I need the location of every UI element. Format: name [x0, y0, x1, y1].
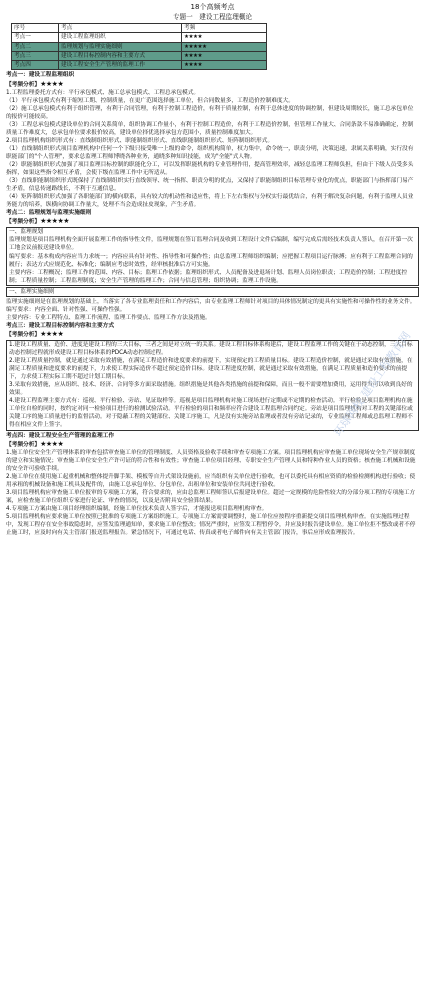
- table-cell-no: 考点二: [12, 42, 59, 51]
- paragraph: 1.施工单位安全生产管理体系的审查包括审查施工单位的管理制度、人员资格及验收手续和审查专项施工方案。项目监理机构应审查施工单位现场安全生产规章制度的建立和实施情况；审查施工单位安全生产许可证的符合性和有效性；审查施工单位项目经理、专职安全生产管理人员和特种作业人员的资格；核查施工机械和设施的安全许可验收手续。: [6, 449, 416, 472]
- document-title: 18个高频考点: [190, 3, 235, 11]
- section-heading: 考点二：监理规划与监理实施细则: [6, 210, 92, 217]
- paragraph: 编写要求：内容全面、针对性强、可操作性强。: [6, 306, 126, 313]
- paragraph: 一、监理规划: [9, 229, 44, 236]
- table-cell-no: 考点三: [12, 51, 59, 60]
- frequency-label: 【考频分析】: [6, 219, 41, 226]
- table-cell-stars: ★★★★: [182, 51, 267, 60]
- paragraph: （3）直线职能制组织形式既保持了直线制组织实行直线领导、统一指挥、职责分明的优点，又保持了职能制组织目标管理专业化的优点，职能部门与指挥部门易产生矛盾，信息传递路线长，不利于互通信息。: [6, 178, 414, 193]
- table-header-cell: 考频: [182, 24, 267, 33]
- boxed-block: [6, 227, 419, 285]
- table-cell-stars: ★★★★: [182, 33, 267, 42]
- frequency-stars: ★★★★★: [40, 217, 70, 226]
- paragraph: 2.建设工程质量控制，就是通过采取有效措施，在满足工程造价和进度要求的前提下，实现预定的工程质量目标。建设工程造价控制，就是通过采取有效措施，在满足工程质量和进度要求的前提下，力求使工程实际造价不超过预定造价目标。建设工程进度控制，就是通过采取有效措施，在满足工程质量和造价要求的前提下，力求使工程实际工期不超过计划工期目标。: [9, 358, 413, 381]
- paragraph: 监理规划是项目监理机构全面开展监理工作的指导性文件，监理规划在签订监理合同及收到工程设计文件后编制，编写完成后需经技术负责人签认，在召开第一次工地会议前报送建设单位。: [9, 237, 413, 252]
- watermark-logo: 环球网校 建设工程教育网: [330, 329, 413, 439]
- paragraph: 4.专项施工方案由施工项目经理组织编制，经施工单位技术负责人签字后，才能报送项目监理机构审查。: [6, 505, 268, 512]
- frequency-label: 【考频分析】: [6, 81, 41, 88]
- document-page: [6, 2, 419, 537]
- paragraph: （3）工程总承包模式建设单位的合同关系简单，组织协调工作量小，有利于控制工程造价，有利于工程造价控制，但管理工作量大、合同条款不易准确确定，控制质量工作难度大，总承包单位要求报价较高，建设单位择优选择承包方范围小，质量控制难度加大。: [6, 121, 414, 136]
- paragraph: （1）直线制组织形式项目监理机构中任何一个下级只接受唯一上级的命令，组织机构简单，权力集中，命令统一，职责分明，决策迅速，隶属关系明确，实行没有职能部门的"个人管理"，要求总监理工程师博晓各种业务，通晓多种知识技能，成为"全能"式人物。: [6, 145, 414, 160]
- paragraph: 监理实施细则是在监理规划的基础上，当落实了各专业监理责任和工作内容后，由专业监理工程师针对项目的具体情况制定的更具有实施性和可操作性的业务文件。: [6, 298, 416, 305]
- table-header-row: [12, 24, 267, 33]
- frequency-label: 【考频分析】: [6, 331, 41, 338]
- frequency-line: [6, 80, 419, 89]
- paragraph: （2）施工总承包模式有利于组织管理，有利于合同管理，有利于控制工程造价，有利于质量控制，有利于总体进度的协调控制，但建设周期较长，施工总承包单位的报价可能较高。: [6, 105, 414, 120]
- table-row: [12, 42, 267, 51]
- frequency-line: [6, 440, 419, 449]
- table-cell-name: 建设工程目标控制内容和主要方式: [59, 51, 182, 60]
- table-cell-name: 监理规划与监理实施细则: [59, 42, 182, 51]
- table-header-cell: 序号: [12, 24, 59, 33]
- table-cell-no: 考点四: [12, 61, 59, 70]
- paragraph: 3.采取有效措施，应从组织、技术、经济、合同等多方面采取措施。组织措施是其他各类措施的前提和保障，而且一般不需要增加费用，运用得当可以收到良好的效果。: [9, 382, 413, 397]
- table-cell-name: 建设工程监理组织: [59, 33, 182, 42]
- paragraph: 编写要求：基本构成内容应当力求统一；内容应具有针对性、指导性和可操作性；由总监理工程师组织编制；应把握工程项目运行脉搏；应有利于工程监理合同的履行；表达方式应规范化、标准化；编制应考虑时效性，经审核批准后方可实施。: [9, 253, 413, 268]
- key-points-table: [11, 23, 267, 70]
- chapter-subtitle: 专题一 建设工程监理概论: [172, 13, 253, 21]
- paragraph: 5.项目监理机构应要求施工单位按照已批准的专项施工方案组织施工。专项施工方案需要调整时，施工单位应按程序重新提交项目监理机构审查。在实施监理过程中，发现工程存在安全事故隐患时，应签发监理通知单，要求施工单位整改；情况严重时，应签发工程暂停令，并应及时报告建设单位。施工单位拒不整改或者不停止施工时，应及时向有关主管部门报送监理报告。紧急情况下，可通过电话、传真或者电子邮件向有关主管部门报告，事后应形成监理报告。: [6, 513, 416, 537]
- paragraph: 3.项目监理机构应审查施工单位报审的专项施工方案，符合要求的，应由总监理工程师签认后报建设单位。超过一定规模的危险性较大的分部分项工程的专项施工方案，应检查施工单位组织专家进行论证、审查的情况，以及是否附具安全验算结果。: [6, 489, 416, 504]
- boxed-block: [6, 287, 419, 297]
- table-row: [12, 61, 267, 70]
- table-header-cell: 考点: [59, 24, 182, 33]
- paragraph: 主要内容：专业工程特点、监理工作流程、监理工作要点、监理工作方法及措施。: [6, 314, 211, 321]
- table-cell-no: 考点一: [12, 33, 59, 42]
- section-heading: 考点四：建设工程安全生产管理的监理工作: [6, 432, 115, 439]
- table-cell-name: 建设工程安全生产管理的监理工作: [59, 61, 182, 70]
- table-row: [12, 51, 267, 60]
- paragraph: 1.建设工程质量、造价、进度是建设工程的三大目标，三者之间是对立统一的关系。建设工程目标体系构建后，建设工程监理工作的关键在于动态控制，三大目标动态控制过程就形成建设工程目标体系的PDCA动态控制过程。: [9, 341, 413, 357]
- paragraph: （2）职能制组织形式加强了项目监理目标控制的职能化分工，可以发挥职能机构的专业管理作用，提高管理效率，减轻总监理工程师负担，但由于下级人员受多头指挥，如果这些指令相互矛盾，会使下级在监理工作中无所适从。: [6, 162, 414, 177]
- paragraph: 2.项目监理机构组织形式有：直线制组织形式、职能制组织形式、直线职能制组织形式、矩阵制组织形式。: [6, 137, 274, 144]
- paragraph: 4.建设工程监理主要方式有：巡视、平行检验、旁站、见证取样等。巡视是项目监理机构对施工现场进行定期或不定期的检查活动。平行检验是项目监理机构在施工单位自检的同时，按约定对同一检验项目进行的检测试验活动。平行检验的项目和频率应符合建设工程监理合同约定。旁站是项目监理机构对工程的关键部位或关键工序的施工质量进行的监督活动。对于隐蔽工程的关键部位、关键工序施工，凡是没有实施旁站监理或者没有旁站记录的，专业监理工程师或总监理工程师不得在相应文件上签字。: [9, 398, 413, 429]
- frequency-label: 【考频分析】: [6, 441, 41, 448]
- section-heading: 考点一：建设工程监理组织: [6, 72, 75, 79]
- paragraph: 1.工程监理委托方式有：平行承包模式、施工总承包模式、工程总承包模式。: [6, 89, 200, 96]
- section-4: [6, 432, 419, 538]
- paragraph: 主要内容：工程概况；监理工作的范围、内容、目标；监理工作依据；监理组织形式、人员配备及进退场计划、监理人员岗位职责；工程造价控制；工程进度控制；工程质量控制；工程监理制度；安全生产管理的监理工作；合同与信息管理；组织协调；监理工作设施。: [9, 269, 408, 284]
- frequency-stars: ★★★★: [40, 439, 64, 448]
- table-cell-stars: ★★★★★: [182, 42, 267, 51]
- paragraph: 2.施工单位在使用施工起重机械和整体提升脚手架、模板等自升式架设设施前，应当组织有关单位进行验收，也可以委托具有相应资质的检验检测机构进行验收；使用承租的机械设备和施工机具及配件的，由施工总承包单位、分包单位、出租单位和安装单位共同进行验收。: [6, 473, 416, 488]
- table-cell-stars: ★★★★: [182, 61, 267, 70]
- frequency-stars: ★★★★: [40, 79, 64, 88]
- section-heading: 考点三：建设工程目标控制内容和主要方式: [6, 322, 115, 329]
- frequency-stars: ★★★★: [40, 329, 64, 338]
- section-2: [6, 209, 419, 322]
- section-1: [6, 71, 419, 209]
- paragraph: （1）平行承包模式有利于缩短工期、控制质量，在更广范围选择施工单位，但合同数量多，工程造价控制难度大。: [6, 97, 294, 104]
- paragraph: （4）矩阵制组织形式加强了各职能部门的横向联系，具有较大的机动性和适应性，将上下左右集权与分权实行最优结合，有利于解决复杂问题，有利于监理人员业务能力的培养，纵横向协调工作量大，处理不当会造成扯皮现象，产生矛盾。: [6, 194, 414, 209]
- frequency-line: [6, 330, 419, 339]
- table-row: [12, 33, 267, 42]
- frequency-line: [6, 217, 419, 226]
- paragraph: 一、监理实施细则: [9, 288, 55, 295]
